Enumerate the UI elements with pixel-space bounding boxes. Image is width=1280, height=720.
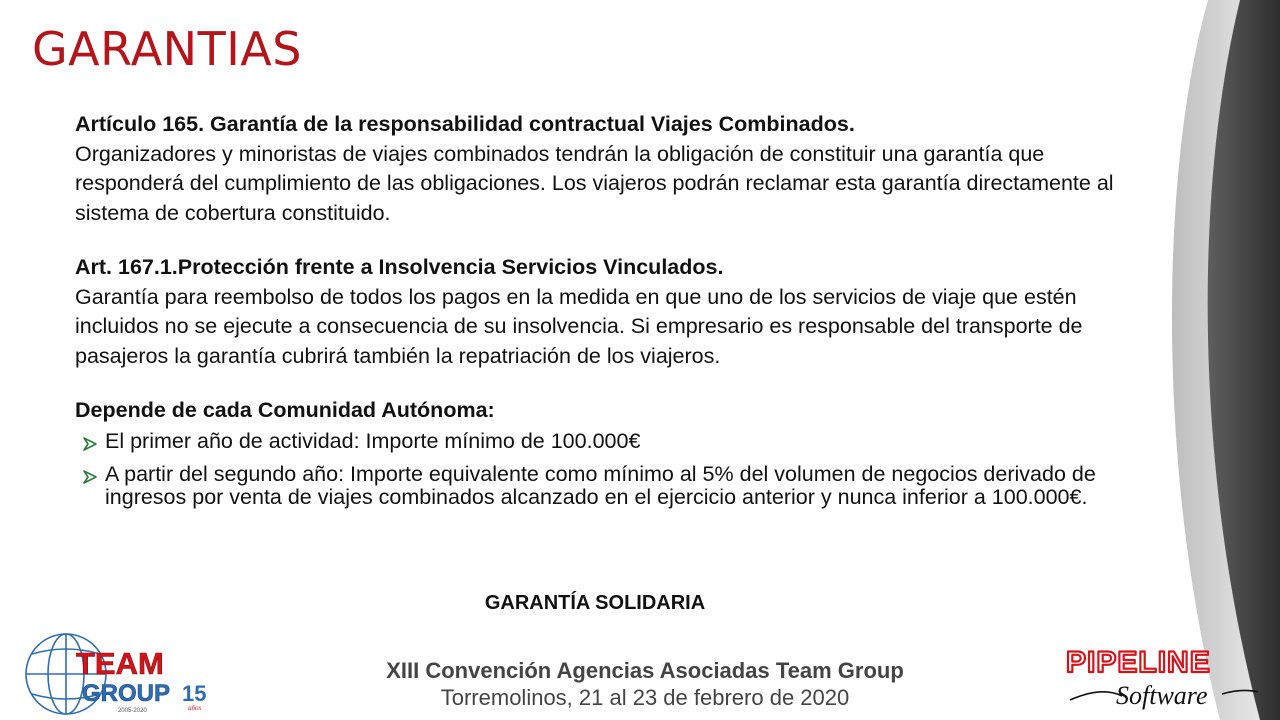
article-165-heading: Artículo 165. Garantía de la responsabilidad contractual Viajes Combinados.: [75, 112, 855, 136]
garantia-solidaria-label: GARANTÍA SOLIDARIA: [484, 592, 706, 614]
bullet-item: [75, 463, 1115, 509]
arrow-bullet-icon: [75, 463, 105, 485]
article-165-body: Organizadores y minoristas de viajes combinados tendrán la obligación de constituir una garantía que responderá del cumplimiento de las obligaciones. Los viajeros podrán reclamar esta garantía directamente al sistema de cobertura constituido.: [75, 141, 1114, 225]
content-area: [75, 110, 1115, 509]
bullet-item: [75, 430, 1115, 453]
logo-group-text: GROUP: [82, 680, 171, 707]
footer-event-date: Torremolinos, 21 al 23 de febrero de 2020: [440, 685, 850, 710]
logo-team-text: TEAM: [76, 646, 164, 681]
page-title: GARANTIAS: [32, 22, 302, 76]
article-167-body: Garantía para reembolso de todos los pagos en la medida en que uno de los servicios de viaje que estén incluidos no se ejecute a consecuencia de su insolvencia. Si empresario es responsable del transporte de pasajeros la garantía cubrirá también la repatriación de los viajeros.: [75, 284, 1083, 368]
pipeline-software-logo: [1062, 640, 1267, 718]
bullet-text: A partir del segundo año: Importe equivalente como mínimo al 5% del volumen de negocios derivado de ingresos por venta de viajes combinados alcanzado en el ejercicio anterior y nunca inferior a 100.000€.: [105, 461, 1096, 509]
logo-software-text: Software: [1116, 681, 1208, 710]
section-comunidad: [75, 396, 1115, 426]
logo-anniversary-number: 15: [182, 681, 207, 706]
logo-years-range: 2005-2020: [118, 708, 147, 714]
section-article-167: [75, 253, 1115, 371]
section-article-165: [75, 110, 1115, 228]
bullet-text: El primer año de actividad: Importe mínimo de 100.000€: [105, 428, 641, 453]
logo-anniversary-years-word: años: [188, 704, 202, 712]
arrow-bullet-icon: [75, 430, 105, 452]
article-167-heading: Art. 167.1.Protección frente a Insolvencia Servicios Vinculados.: [75, 255, 724, 279]
footer: [290, 657, 1000, 712]
team-group-logo: [18, 628, 223, 716]
logo-pipeline-text: PIPELINE: [1066, 646, 1211, 679]
comunidad-heading: Depende de cada Comunidad Autónoma:: [75, 398, 495, 422]
bullet-list: [75, 430, 1115, 509]
footer-event-title: XIII Convención Agencias Asociadas Team Group: [386, 658, 904, 683]
